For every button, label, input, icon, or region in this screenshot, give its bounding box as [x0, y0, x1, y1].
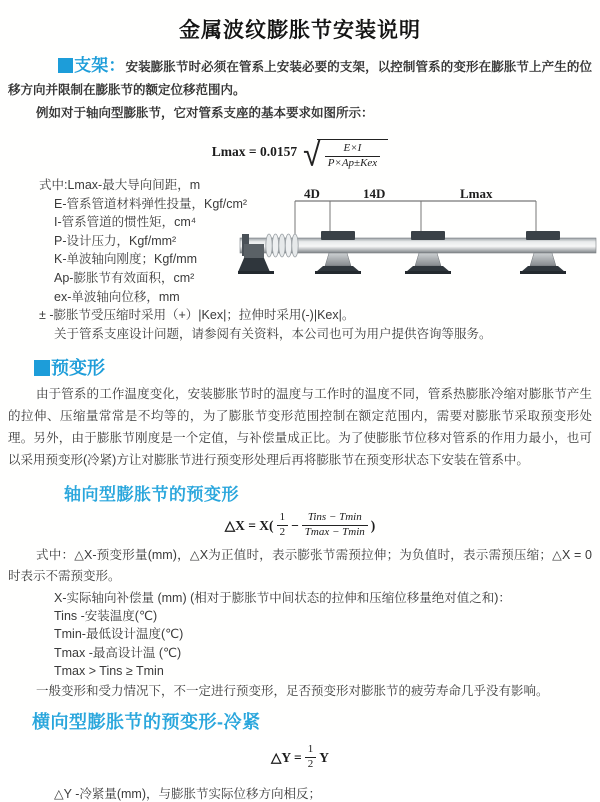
support-intro-text: 安装膨胀节时必须在管系上安装必要的支架，以控制管系的变形在膨胀节上产生的位移方向并限制在膨胀节的额定位移范围内。 [8, 60, 592, 97]
definition-item: 关于管系支座设计问题，请参阅有关资料，本公司也可为用户提供咨询等服务。 [54, 326, 492, 341]
example-line: 例如对于轴向型膨胀节，它对管系支座的基本要求如图所示： [36, 106, 374, 120]
definition-item: I-管系管道的惯性矩，cm⁴ [54, 215, 197, 230]
formula-numerator: E×I [325, 142, 381, 157]
lmax-formula [8, 133, 592, 171]
sqrt-symbol: √ [303, 135, 321, 173]
minus-sign: − [291, 517, 299, 533]
temp-denominator: Tmax − Tmin [304, 526, 365, 539]
definition-item: K-单波轴向刚度；Kgf/mm [54, 252, 198, 267]
lateral-note: △Y -冷紧量(mm)，与膨胀节实际位移方向相反； [54, 786, 322, 801]
page-title: 金属波纹膨胀节安装说明 [179, 19, 421, 42]
lateral-coldtight-formula [8, 743, 592, 772]
axial-predeform-formula [8, 511, 592, 540]
note-item: Tins -安装温度(℃) [54, 609, 158, 624]
dim-label-lmax: Lmax [460, 188, 493, 201]
definition-item: ± -膨胀节受压缩时采用（+）|Kex|；拉伸时采用(-)|Kex|。 [39, 308, 355, 323]
formula-close: ) [370, 517, 376, 533]
note-item: X-实际轴向补偿量 (mm) (相对于膨胀节中间状态的拉伸和压缩位移量绝对值之和)： [54, 590, 511, 605]
pipe-diagram-svg [238, 188, 598, 290]
support-paragraph [8, 54, 592, 102]
formula-pre: △X = X( [224, 517, 274, 533]
half-denominator: 2 [279, 526, 286, 539]
predeform-section-header [34, 354, 592, 380]
definition-item: E-管系管道材料弹性投量，Kgf/cm² [54, 196, 248, 211]
predeform-section-label: 预变形 [51, 358, 105, 379]
dim-label-14d: 14D [363, 188, 386, 201]
sqrt-content [317, 139, 389, 171]
half-denominator: 2 [307, 758, 314, 771]
axial-explain-paragraph: 式中：△X-预变形量(mm)，△X为正值时，表示膨张节需预拉伸；为负值时，表示需预压缩；△X = 0时表示不需预变形。 [8, 547, 592, 583]
axial-predeform-heading: 轴向型膨胀节的预变形 [64, 485, 239, 505]
note-item: Tmin-最低设计温度(℃) [54, 627, 184, 642]
section-square-icon [58, 58, 73, 73]
support-section-label: 支架： [74, 56, 126, 75]
formula-pre: △Y = [271, 749, 302, 765]
pipe-support-diagram [238, 188, 598, 290]
temp-numerator: Tins − Tmin [302, 511, 368, 526]
bellows-icon [266, 234, 298, 257]
formula-post: Y [319, 749, 329, 765]
definition-item: 式中:Lmax-最大导向间距，m [39, 178, 201, 192]
definition-item: Ap-膨胀节有效面积，cm² [54, 270, 195, 285]
dim-label-4d: 4D [304, 188, 320, 201]
definition-item: P-设计压力，Kgf/mm² [54, 233, 177, 248]
section-square-icon [34, 360, 50, 376]
note-item: Tmax -最高设计温 (℃) [54, 645, 182, 660]
axial-remark: 一般变形和受力情况下，不一定进行预变形，足否预变形对膨胀节的疲劳寿命几乎没有影响。 [36, 684, 549, 699]
formula-lhs: Lmax = 0.0157 [211, 144, 298, 159]
lateral-predeform-heading: 横向型膨胀节的预变形-冷紧 [32, 712, 261, 733]
definition-item: ex-单波轴向位移，mm [54, 289, 180, 304]
half-numerator: 1 [305, 743, 317, 758]
note-item: Tmax > Tins ≥ Tmin [54, 664, 164, 679]
half-numerator: 1 [277, 511, 289, 526]
formula-denominator: P×Ap±Kex [327, 156, 378, 169]
axial-notes-list [54, 589, 592, 680]
predeform-paragraph: 由于管系的工作温度变化，安装膨胀节时的温度与工作时的温度不同，管系热膨胀冷缩对膨胀节产生的拉伸、压缩量常常是不均等的，为了膨胀节变形范围控制在额定范围内，需要对膨胀节采取预变形处理。另外，由于膨胀节刚度是一个定值，与补偿量成正比。为了使膨胀节位移对管系的作用力最小，也可以采用预变形(冷紧)方让对膨胀节进行预变形处理后再将膨胀节在预变形状态下安装在管系中。 [8, 387, 592, 468]
